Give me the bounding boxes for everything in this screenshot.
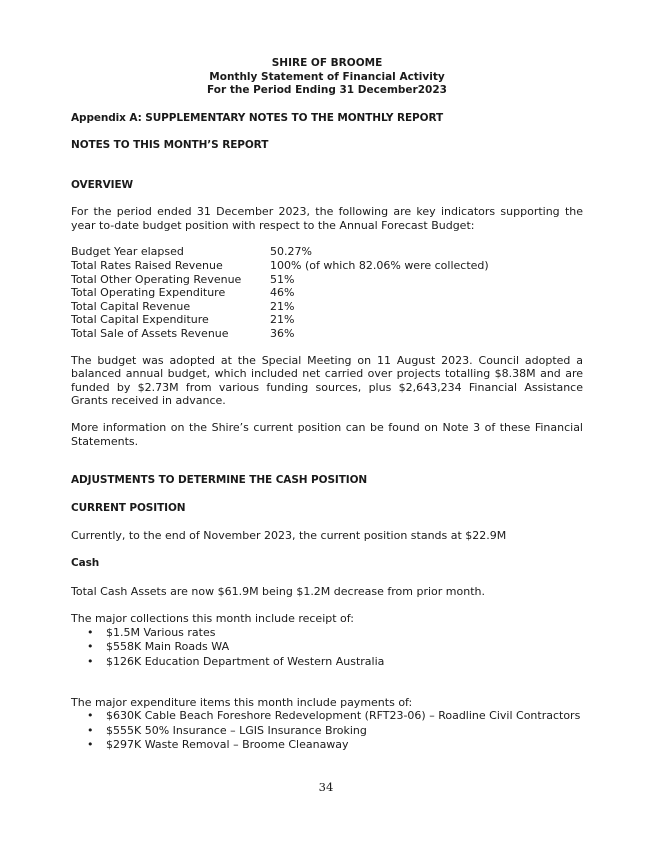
current-position-heading: CURRENT POSITION (71, 501, 186, 514)
indicator-label: Total Rates Raised Revenue (71, 259, 223, 273)
collections-intro: The major collections this month include receipt of: (71, 612, 354, 626)
indicator-row (71, 259, 489, 273)
budget-adoption-paragraph: The budget was adopted at the Special Meeting on 11 August 2023. Council adopted a balanced annual budget, which included net carried over projects totalling $8.38M and are funded by $2.73M from various funding sources, plus $2,643,234 Financial Assistance Grants received in advance. (71, 353, 583, 408)
indicator-label: Total Other Operating Revenue (71, 272, 242, 286)
overview-heading: OVERVIEW (71, 178, 134, 191)
indicator-row (71, 300, 489, 314)
document-title-period: For the Period Ending 31 December2023 (207, 84, 447, 96)
list-item-text: $1.5M Various rates (106, 625, 216, 639)
list-item (71, 724, 583, 739)
indicator-label: Total Capital Expenditure (71, 313, 209, 327)
cash-assets-text: Total Cash Assets are now $61.9M being $1.2M decrease from prior month. (71, 584, 485, 598)
list-item-text: $558K Main Roads WA (106, 640, 230, 654)
document-title-org: SHIRE OF BROOME (271, 57, 383, 69)
document-title-statement: Monthly Statement of Financial Activity (209, 70, 445, 83)
bullet-icon: • (87, 625, 94, 639)
bullet-icon: • (87, 640, 94, 654)
indicator-row (71, 286, 489, 300)
list-item (71, 626, 583, 641)
document-page (71, 57, 583, 753)
indicator-value: 51% (270, 272, 295, 286)
current-position-text: Currently, to the end of November 2023, the current position stands at $22.9M (71, 529, 507, 543)
collections-list (71, 626, 583, 670)
indicator-label: Total Capital Revenue (71, 299, 191, 313)
list-item-text: $297K Waste Removal – Broome Cleanaway (106, 738, 349, 752)
indicator-row (71, 245, 489, 259)
indicator-value: 46% (270, 286, 295, 300)
indicator-value: 36% (270, 327, 295, 341)
indicator-label: Total Sale of Assets Revenue (71, 327, 229, 341)
list-item (71, 738, 583, 753)
list-item-text: $555K 50% Insurance – LGIS Insurance Broking (106, 723, 367, 737)
indicator-value: 21% (270, 299, 295, 313)
bullet-icon: • (87, 723, 94, 737)
cash-heading: Cash (71, 556, 100, 569)
key-indicators-table (71, 245, 489, 340)
indicator-row (71, 273, 489, 287)
list-item (71, 709, 583, 724)
indicator-value: 100% (of which 82.06% were collected) (270, 259, 489, 273)
more-info-paragraph: More information on the Shire’s current position can be found on Note 3 of these Financial Statements. (71, 421, 583, 448)
overview-intro: For the period ended 31 December 2023, the following are key indicators supporting the year to-date budget position with respect to the Annual Forecast Budget: (71, 205, 583, 232)
bullet-icon: • (87, 654, 94, 668)
list-item-text: $126K Education Department of Western Australia (106, 654, 385, 668)
list-item-text: $630K Cable Beach Foreshore Redevelopment (RFT23-06) – Roadline Civil Contractors (106, 709, 581, 723)
list-item (71, 640, 583, 655)
indicator-label: Budget Year elapsed (71, 245, 184, 259)
indicator-row (71, 327, 489, 341)
expenditure-intro: The major expenditure items this month include payments of: (71, 695, 413, 709)
indicator-row (71, 313, 489, 327)
bullet-icon: • (87, 738, 94, 752)
list-item (71, 655, 583, 670)
page-number: 34 (318, 780, 334, 794)
appendix-heading: Appendix A: SUPPLEMENTARY NOTES TO THE MONTHLY REPORT (71, 111, 444, 124)
indicator-value: 21% (270, 313, 295, 327)
bullet-icon: • (87, 709, 94, 723)
document-title-block (71, 57, 583, 98)
notes-heading: NOTES TO THIS MONTH’S REPORT (71, 139, 269, 152)
indicator-value: 50.27% (270, 245, 312, 259)
indicator-label: Total Operating Expenditure (71, 286, 226, 300)
expenditure-list (71, 709, 583, 753)
adjustments-heading: ADJUSTMENTS TO DETERMINE THE CASH POSITION (71, 474, 368, 487)
